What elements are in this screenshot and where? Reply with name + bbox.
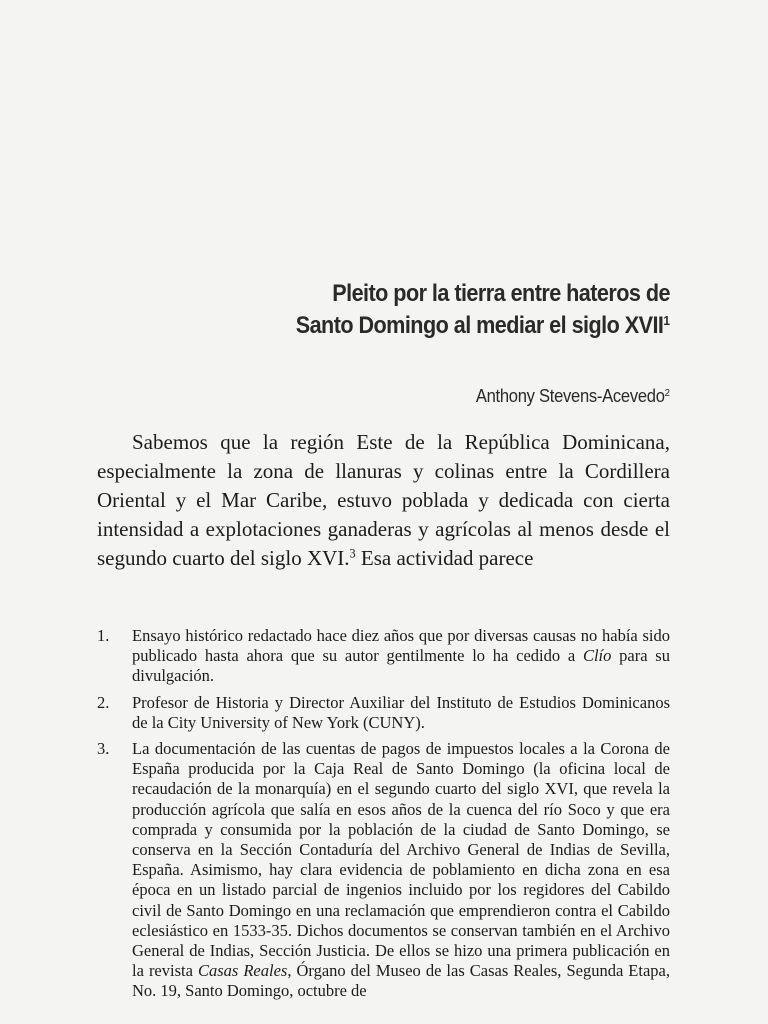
text-run: para su divulgación. xyxy=(132,646,670,686)
footnote-text xyxy=(132,626,670,687)
author-footnote-ref: 2 xyxy=(664,387,670,399)
article-title-line-2 xyxy=(202,310,670,342)
footnote-number: 1. xyxy=(97,626,110,645)
footnote-ref: 3 xyxy=(349,546,356,561)
body-paragraph xyxy=(97,428,670,573)
footnote-item xyxy=(97,693,670,733)
author-name: Anthony Stevens-Acevedo xyxy=(475,386,665,406)
italic-run: Clío xyxy=(582,646,612,666)
footnote-number: 2. xyxy=(97,692,110,712)
text-run: Esa actividad parece xyxy=(355,546,534,570)
text-run: La documentación de las cuentas de pagos de impuestos locales a la Corona de España producida por la Caja Real de Santo Domingo (la oficina local de recaudación de la monarquía) en el segundo cuarto del siglo XVI, que revela la producción agrícola que salía en esos años de la cuenca del río Soco y que era comprada y consumida por la población de la ciudad de Santo Domingo, se conserva en la Sección Contaduría del Archivo General de Indias de Sevilla, España. Asimismo, hay clara evidencia de poblamiento en dicha zona en esa época en un listado parcial de ingenios incluido por los regidores del Cabildo civil de Santo Domingo en una reclamación que emprendieron contra el Cabildo eclesiástico en 1533-35. Dichos documentos se conservan también en el Archivo General de Indias, Sección Justicia. De ellos se hizo una primera publicación en la revista xyxy=(132,739,670,981)
footnotes-list xyxy=(97,626,670,1002)
footnote-text xyxy=(132,739,670,1002)
footnote-item xyxy=(97,739,670,1002)
text-run: Sabemos que la región Este de la República Dominicana, especialmente la zona de llanuras y colinas entre la Cordillera Oriental y el Mar Caribe, estuvo poblada y dedicada con cierta intensidad a explotaciones ganaderas y agrícolas al menos desde el segundo cuarto del siglo XVI. xyxy=(97,430,670,570)
footnote-item xyxy=(97,626,670,687)
text-run: , Órgano del Museo de las Casas Reales, Segunda Etapa, No. 19, Santo Domingo, octubre de xyxy=(132,961,670,1001)
article-title xyxy=(202,278,670,342)
article-title-line-1: Pleito por la tierra entre hateros de xyxy=(332,280,670,307)
text-run: Profesor de Historia y Director Auxiliar del Instituto de Estudios Dominicanos de la City University of New York (CUNY). xyxy=(132,692,670,732)
footnote-text xyxy=(132,693,670,733)
author-line xyxy=(330,384,670,408)
title-footnote-ref: 1 xyxy=(663,313,670,329)
article-title-line-2-text: Santo Domingo al mediar el siglo XVII xyxy=(295,312,664,339)
footnote-number: 3. xyxy=(97,739,110,759)
text-run: Ensayo histórico redactado hace diez años que por diversas causas no había sido publicado hasta ahora que su autor gentilmente lo ha cedido a xyxy=(132,626,670,666)
italic-run: Casas Reales xyxy=(197,961,288,981)
